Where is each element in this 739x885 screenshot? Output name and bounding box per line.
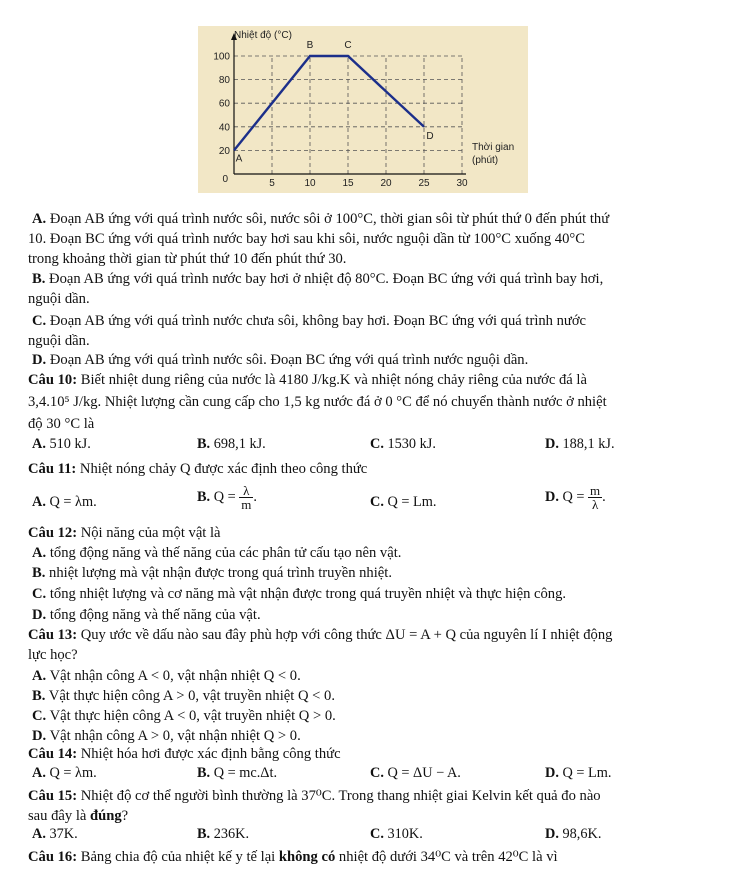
q11-b-denominator: m [241, 497, 252, 512]
q9-b-line2: nguội dần. [28, 291, 90, 307]
point-label: A [235, 153, 243, 165]
x-tick-label: 10 [304, 178, 316, 189]
q14-b-label: B. [197, 765, 211, 781]
y-tick-label: 20 [218, 145, 230, 157]
q9-b-label: B. [32, 271, 46, 287]
q11-stem [28, 459, 728, 479]
q9-b-line1: Đoạn AB ứng với quá trình nước bay hơi ở nhiệt độ 80°C. Đoạn BC ứng với quá trình bay hơi, [49, 271, 604, 287]
q12-option-d [32, 605, 732, 625]
q11-option-c [370, 494, 436, 511]
q10-b-label: B. [197, 436, 211, 452]
q14-a-text: Q = λm. [49, 765, 97, 781]
q13-d-label: D. [32, 728, 47, 744]
q13-d-text: Vật nhận công A > 0, vật nhận nhiệt Q > 0. [49, 728, 301, 744]
q13-option-c [32, 706, 732, 726]
q15-stem-line1 [28, 786, 728, 806]
q10-c-text: 1530 kJ. [387, 436, 436, 452]
y-tick-label: 0 [222, 174, 228, 185]
q9-a-line1: Đoạn AB ứng với quá trình nước sôi, nước sôi ở 100°C, thời gian sôi từ phút thứ 0 đến phút thứ [49, 211, 610, 227]
q12-stem [28, 523, 728, 543]
q10-option-d [545, 436, 615, 453]
q15-text-line2-pre: sau đây là [28, 808, 87, 824]
q11-b-post: . [253, 488, 257, 505]
q9-option-d [32, 350, 732, 370]
q14-d-label: D. [545, 765, 559, 781]
q12-c-label: C. [32, 586, 47, 602]
q10-d-label: D. [545, 436, 559, 452]
y-tick-label: 60 [218, 98, 230, 110]
y-tick-label: 80 [218, 75, 230, 87]
q12-b-text: nhiệt lượng mà vật nhận được trong quá trình truyền nhiệt. [49, 565, 392, 581]
x-tick-label: 20 [380, 178, 392, 189]
point-label: B [306, 40, 314, 51]
q12-option-a [32, 543, 732, 563]
q15-a-text: 37K. [49, 826, 78, 842]
q12-c-text: tổng nhiệt lượng và cơ năng mà vật nhận được trong quá truyền nhiệt và thực hiện công. [49, 586, 567, 602]
q9-option-b [32, 269, 732, 289]
q13-option-a [32, 666, 732, 686]
q14-a-label: A. [32, 765, 46, 781]
q12-option-c [32, 584, 732, 604]
q11-b-fraction [239, 484, 253, 511]
chart-grid [234, 56, 462, 174]
q13-b-text: Vật thực hiện công A > 0, vật truyền nhiệt Q < 0. [48, 688, 335, 704]
q14-option-a [32, 765, 97, 782]
q13-a-label: A. [32, 668, 47, 684]
q16-stem [28, 847, 728, 867]
q13-label: Câu 13: [28, 627, 78, 643]
q9-a-line2: 10. Đoạn BC ứng với quá trình nước bay hơi sau khi sôi, nước nguội dần từ 100°C xuống 40°C [28, 231, 585, 247]
q13-c-label: C. [32, 708, 47, 724]
q11-option-a [32, 494, 97, 511]
q9-c-label: C. [32, 313, 47, 329]
y-axis-title: Nhiệt độ (°C) [234, 30, 292, 41]
temperature-time-chart [198, 26, 528, 193]
q15-label: Câu 15: [28, 788, 78, 804]
q11-a-label: A. [32, 494, 46, 510]
q12-text: Nội năng của một vật là [80, 525, 221, 541]
q12-a-label: A. [32, 545, 47, 561]
q9-option-c [32, 311, 732, 331]
x-tick-label: 5 [269, 178, 275, 189]
q11-b-label: B. [197, 488, 211, 505]
q14-option-c [370, 765, 461, 782]
q10-a-text: 510 kJ. [49, 436, 91, 452]
q15-text-line1: Nhiệt độ cơ thể người bình thường là 37⁰C. Trong thang nhiệt giai Kelvin kết quả đo nào [80, 788, 601, 804]
q14-option-b [197, 765, 277, 782]
q14-text: Nhiệt hóa hơi được xác định bằng công thức [80, 746, 341, 762]
x-tick-label: 25 [418, 178, 430, 189]
q14-d-text: Q = Lm. [562, 765, 612, 781]
q15-option-c [370, 826, 423, 843]
q16-label: Câu 16: [28, 849, 78, 865]
q15-d-text: 98,6K. [562, 826, 602, 842]
chart-svg [198, 26, 528, 193]
q12-b-label: B. [32, 565, 46, 581]
x-tick-label: 30 [456, 178, 468, 189]
q14-stem [28, 744, 728, 764]
q10-option-c [370, 436, 436, 453]
x-tick-label: 15 [342, 178, 354, 189]
q9-d-line1: Đoạn AB ứng với quá trình nước sôi. Đoạn BC ứng với quá trình nước nguội dần. [49, 352, 529, 368]
q13-option-d [32, 726, 732, 746]
q9-option-a [32, 209, 732, 229]
point-label: C [344, 40, 352, 51]
q10-stem-line2: 3,4.10⁵ J/kg. Nhiệt lượng cần cung cấp cho 1,5 kg nước đá ở 0 °C để nó chuyển thành nước ở nhiệt [28, 394, 607, 410]
point-label: D [426, 130, 434, 142]
q15-d-label: D. [545, 826, 559, 842]
q9-d-label: D. [32, 352, 47, 368]
q9-a-label: A. [32, 211, 47, 227]
q11-option-b [197, 484, 257, 511]
q11-a-text: Q = λm. [49, 494, 97, 510]
q11-d-fraction [588, 484, 602, 511]
q10-text-line1: Biết nhiệt dung riêng của nước là 4180 J/kg.K và nhiệt nóng chảy riêng của nước đá là [80, 372, 587, 388]
q14-c-text: Q = ΔU − A. [387, 765, 461, 781]
q15-c-text: 310K. [387, 826, 423, 842]
q10-b-text: 698,1 kJ. [213, 436, 266, 452]
y-tick-label: 100 [213, 51, 230, 63]
q12-label: Câu 12: [28, 525, 78, 541]
q15-option-d [545, 826, 601, 843]
q11-d-post: . [602, 488, 606, 505]
q10-stem-line1 [28, 370, 728, 390]
q10-option-b [197, 436, 266, 453]
q14-b-text: Q = mc.Δt. [213, 765, 278, 781]
q10-option-a [32, 436, 91, 453]
q11-b-pre: Q = [213, 488, 236, 505]
q15-text-line2-post: ? [121, 808, 129, 824]
q13-stem-line1 [28, 625, 728, 645]
q11-d-pre: Q = [562, 488, 585, 505]
q12-a-text: tổng động năng và thế năng của các phân tử cấu tạo nên vật. [49, 545, 402, 561]
q14-label: Câu 14: [28, 746, 78, 762]
q12-d-label: D. [32, 607, 47, 623]
q10-c-label: C. [370, 436, 384, 452]
q15-stem-line2 [28, 806, 728, 826]
q9-a-line3: trong khoảng thời gian từ phút thứ 10 đến phút thứ 30. [28, 251, 347, 267]
q14-option-d [545, 765, 611, 782]
q11-option-d [545, 484, 606, 511]
y-tick-label: 40 [218, 122, 230, 134]
q11-d-label: D. [545, 488, 559, 505]
q15-option-a [32, 826, 78, 843]
q11-c-label: C. [370, 494, 384, 510]
x-axis-title-line2: (phút) [472, 155, 499, 166]
q15-c-label: C. [370, 826, 384, 842]
q15-a-label: A. [32, 826, 46, 842]
q16-text-post: nhiệt độ dưới 34⁰C và trên 42⁰C là vì [338, 849, 558, 865]
q9-c-line1: Đoạn AB ứng với quá trình nước chưa sôi, không bay hơi. Đoạn BC ứng với quá trình nước [49, 313, 587, 329]
q13-b-label: B. [32, 688, 46, 704]
q13-stem-line2: lực học? [28, 647, 78, 663]
q15-b-label: B. [197, 826, 211, 842]
q11-d-numerator: m [590, 483, 601, 498]
q11-c-text: Q = Lm. [387, 494, 437, 510]
q12-d-text: tổng động năng và thế năng của vật. [49, 607, 261, 623]
q10-a-label: A. [32, 436, 46, 452]
q11-d-denominator: λ [591, 497, 599, 512]
q9-c-line2: nguội dần. [28, 333, 90, 349]
q12-option-b [32, 563, 732, 583]
q14-c-label: C. [370, 765, 384, 781]
q13-a-text: Vật nhận công A < 0, vật nhận nhiệt Q < 0. [49, 668, 301, 684]
q15-text-line2-bold: đúng [90, 808, 122, 824]
q10-d-text: 188,1 kJ. [562, 436, 615, 452]
q11-b-numerator: λ [239, 484, 253, 498]
q11-label: Câu 11: [28, 461, 77, 477]
q13-text-line1: Quy ước về dấu nào sau đây phù hợp với công thức ΔU = A + Q của nguyên lí I nhiệt động [80, 627, 613, 643]
q13-c-text: Vật thực hiện công A < 0, vật truyền nhiệt Q > 0. [49, 708, 336, 724]
chart-line [234, 40, 434, 164]
q16-text-pre: Bảng chia độ của nhiệt kế y tế lại [80, 849, 276, 865]
q10-label: Câu 10: [28, 372, 78, 388]
q15-b-text: 236K. [213, 826, 250, 842]
x-axis-title-line1: Thời gian [472, 142, 515, 153]
q15-option-b [197, 826, 249, 843]
q11-text: Nhiệt nóng chảy Q được xác định theo công thức [79, 461, 368, 477]
q10-stem-line3: độ 30 °C là [28, 416, 95, 432]
q13-option-b [32, 686, 732, 706]
q16-text-bold: không có [278, 849, 336, 865]
